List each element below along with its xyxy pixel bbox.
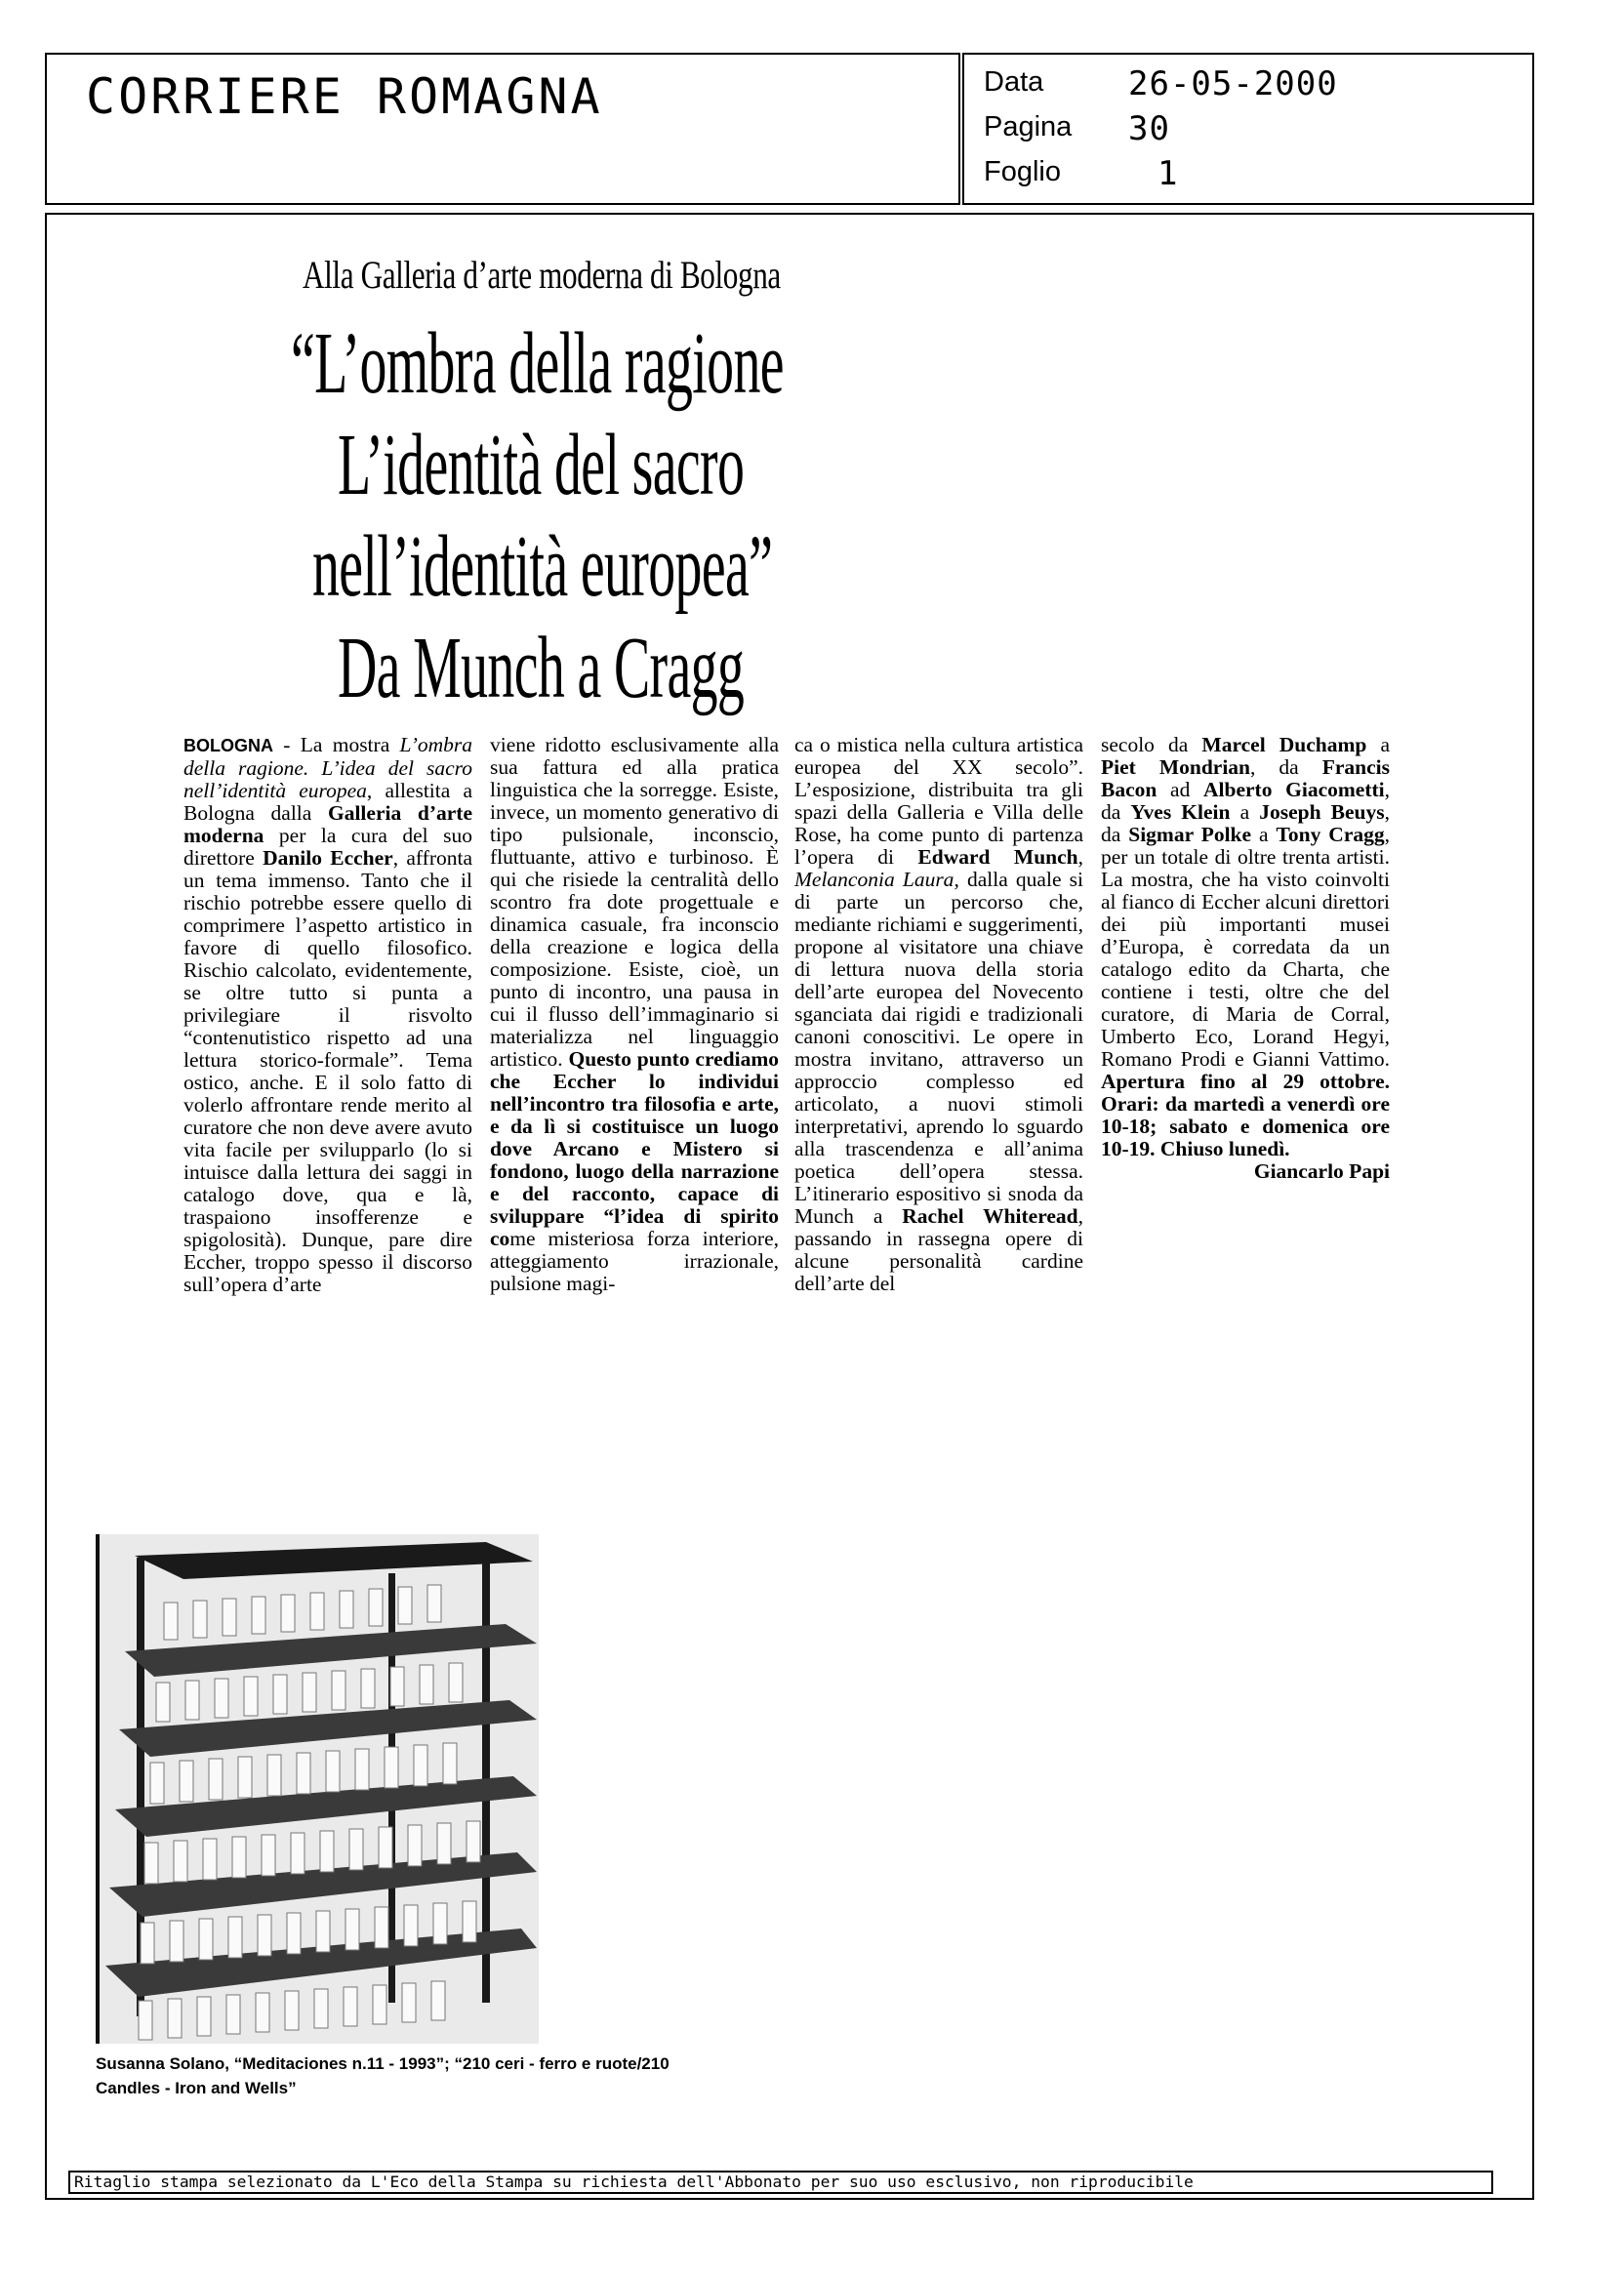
headline-line-3: nell’identità europea” bbox=[312, 518, 773, 615]
sheet-label: Foglio bbox=[984, 156, 1061, 187]
article-column-3 bbox=[794, 734, 1083, 1295]
photo-caption: Susanna Solano, “Meditaciones n.11 - 1993”; “210 ceri - ferro e ruote/210 Candles - Iron and Wells” bbox=[96, 2054, 670, 2097]
article-column-2 bbox=[490, 734, 779, 1295]
column-1-text: - La mostra L’ombra della ragione. L’idea del sacro nell’identità europea, allestita a Bologna dalla Galleria d’arte moderna per la cura del suo direttore Danilo Eccher, affronta un tema immenso. Tanto che il rischio potrebbe essere quello di comprimere l’aspetto artistico in favore di quello filosofico. Rischio calcolato, evidentemente, se oltre tutto si punta a privilegiare il risvolto “contenutistico rispetto ad una lettura storico-formale”. Tema ostico, anche. E il solo fatto di volerlo affrontare rende merito al curatore che non deve avere avuto vita facile per svilupparlo (lo si intuisce dalla lettura dei saggi in catalogo dove, qua e là, traspaiono insofferenze e spigolosità). Dunque, pare dire Eccher, troppo spesso il discorso sull’opera d’arte bbox=[183, 733, 473, 1296]
column-3-text: ca o mistica nella cultura artistica europea del XX secolo”. L’esposizione, distribuita tra gli spazi della Galleria e Villa delle Rose, ha come punto di partenza l’opera di Edward Munch, Melanconia Laura, dalla quale si di parte un percorso che, mediante richiami e suggerimenti, propone al visitatore una chiave di lettura nuova della storia dell’arte europea del Novecento sganciata dai rigidi e tradizionali canoni conoscitivi. Le opere in mostra invitano, attraverso un approccio complesso ed articolato, a nuovi stimoli interpretativi, aprendo lo sguardo alla trascendenza e all’anima poetica dell’opera stessa. L’itinerario espositivo si snoda da Munch a Rachel Whiteread, passando in rassegna opere di alcune personalità cardine dell’arte del bbox=[794, 733, 1083, 1295]
metadata-box bbox=[962, 53, 1534, 205]
publication-name: CORRIERE ROMAGNA bbox=[86, 68, 603, 125]
article-kicker: Alla Galleria d’arte moderna di Bologna bbox=[303, 253, 781, 297]
date-value: 26-05-2000 bbox=[1128, 64, 1338, 103]
date-label: Data bbox=[984, 66, 1044, 98]
headline-line-2: L’identità del sacro bbox=[338, 417, 745, 513]
column-2-text: viene ridotto esclusivamente alla sua fattura ed alla pratica linguistica che la sorregge. Esiste, invece, un momento generativo di tipo pulsionale, inconscio, fluttuante, attivo e turbinoso. È qui che risiede la centralità dello scontro fra dote progettuale e dinamica casuale, fra inconscio della creazione e logica della composizione. Esiste, cioè, un punto di incontro, una pausa in cui il flusso dell’immaginario si materializza nel linguaggio artistico. Questo punto crediamo che Eccher lo individui nell’incontro tra filosofia e arte, e da lì si costituisce un luogo dove Arcano e Mistero si fondono, luogo della narrazione e del racconto, capace di sviluppare “l’idea di spirito come misteriosa forza interiore, atteggiamento irrazionale, pulsione magi- bbox=[490, 733, 779, 1295]
page-value: 30 bbox=[1128, 109, 1170, 148]
dateline: BOLOGNA bbox=[183, 736, 273, 755]
artwork-photo bbox=[96, 1534, 539, 2044]
publication-box bbox=[45, 53, 960, 205]
byline: Giancarlo Papi bbox=[1253, 1159, 1390, 1183]
page-label: Pagina bbox=[984, 111, 1073, 142]
headline-line-4: Da Munch a Cragg bbox=[338, 620, 745, 716]
headline-line-1: “L’ombra della ragione bbox=[291, 315, 784, 412]
article-column-1 bbox=[183, 734, 472, 1296]
press-clipping-notice: Ritaglio stampa selezionato da L'Eco della Stampa su richiesta dell'Abbonato per suo uso esclusivo, non riproducibile bbox=[68, 2171, 1493, 2194]
sheet-value: 1 bbox=[1157, 154, 1179, 193]
column-4-text: secolo da Marcel Duchamp a Piet Mondrian, da Francis Bacon ad Alberto Giacometti, da Yves Klein a Joseph Beuys, da Sigmar Polke a Tony Cragg, per un totale di oltre trenta artisti. La mostra, che ha visto coinvolti al fianco di Eccher alcuni direttori dei più importanti musei d’Europa, è corredata da un catalogo edito da Charta, che contiene i testi, oltre che del curatore, di Maria de Corral, Umberto Eco, Lorand Hegyi, Romano Prodi e Gianni Vattimo. Apertura fino al 29 ottobre. Orari: da martedì a venerdì ore 10-18; sabato e domenica ore 10-19. Chiuso lunedì. bbox=[1101, 733, 1391, 1160]
candles-sculpture-image bbox=[96, 1534, 539, 2044]
article-column-4 bbox=[1101, 734, 1390, 1183]
